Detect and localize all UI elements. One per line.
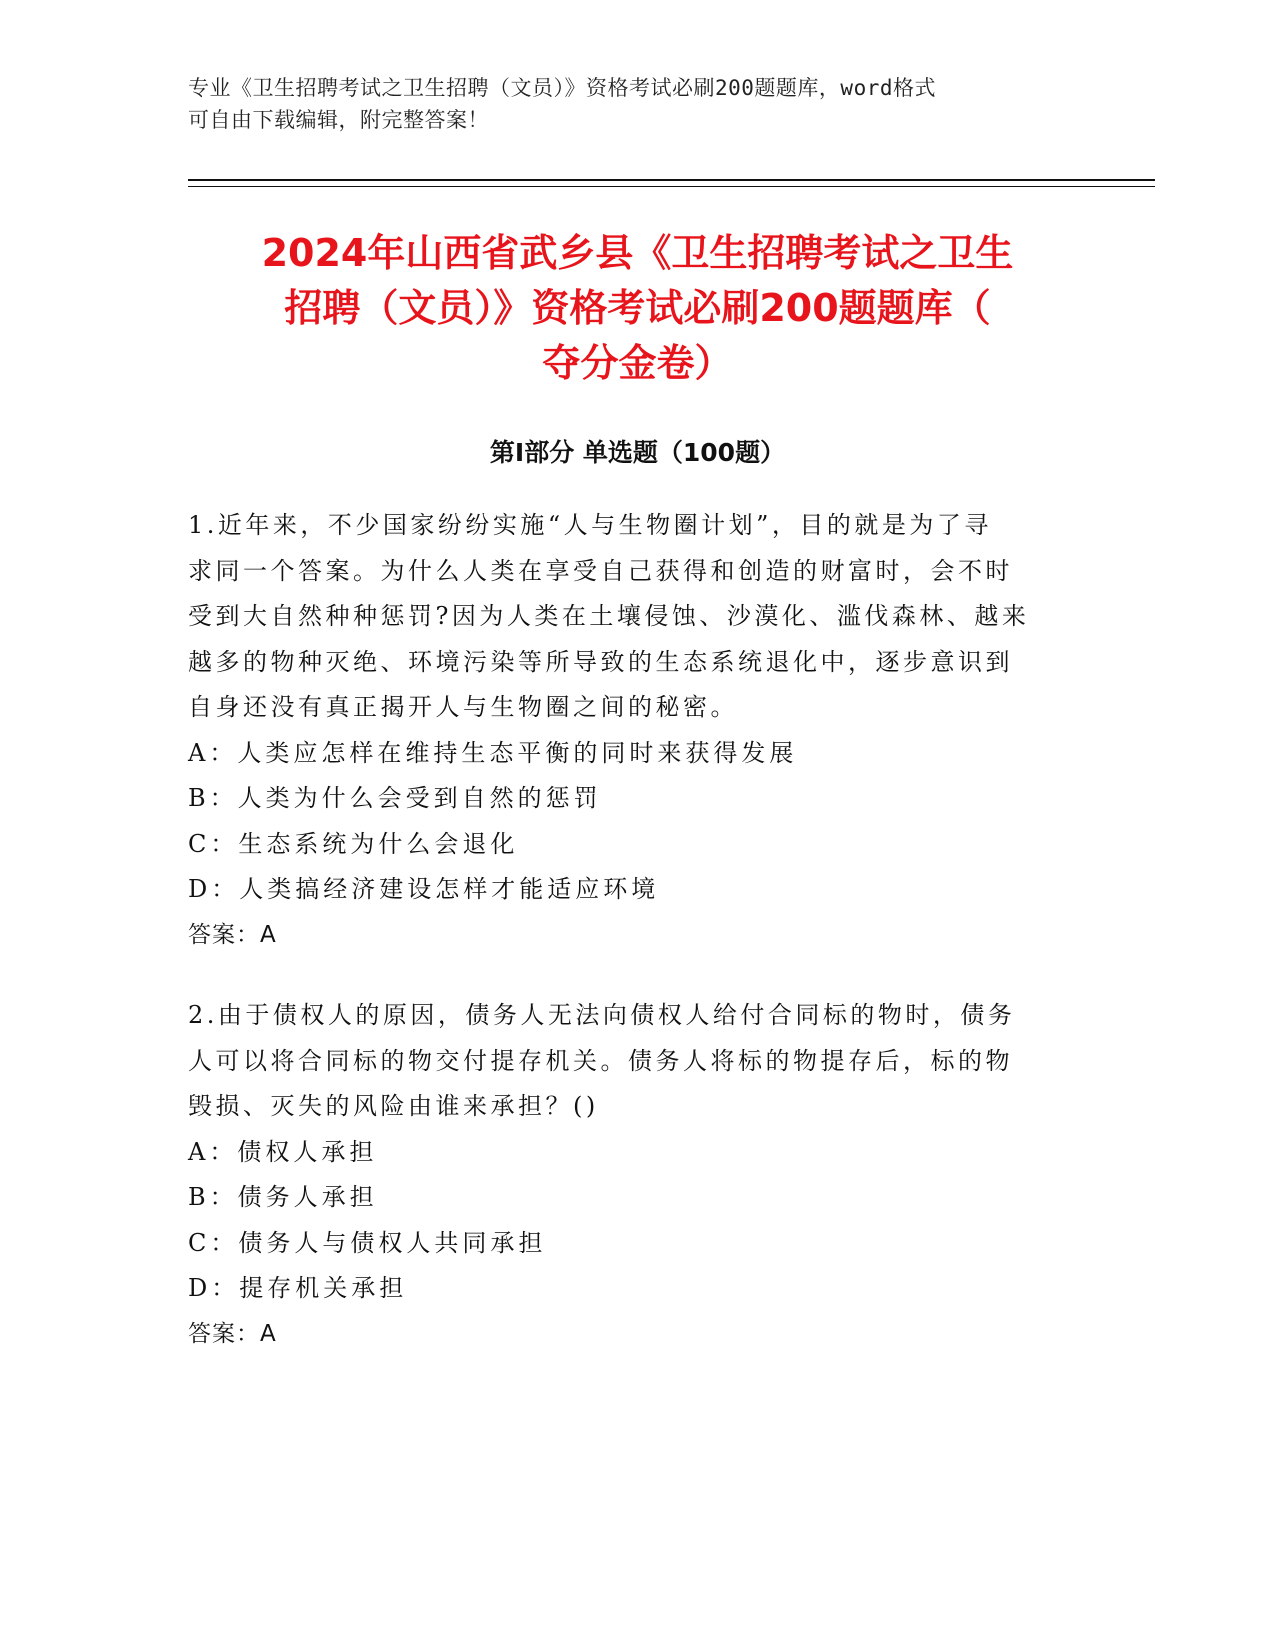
title-line: 夺分金卷） — [542, 341, 733, 385]
option-d: D：提存机关承担 — [188, 1274, 408, 1302]
document-title — [150, 226, 1125, 391]
question-text-line: 毁损、灭失的风险由谁来承担？() — [188, 1092, 599, 1120]
question-text-line: 自身还没有真正揭开人与生物圈之间的秘密。 — [188, 693, 738, 721]
header-note-line: 可自由下载编辑，附完整答案！ — [188, 108, 489, 132]
question-text-line: 受到大自然种种惩罚?因为人类在土壤侵蚀、沙漠化、滥伐森林、越来 — [188, 602, 1030, 630]
option-a: A：人类应怎样在维持生态平衡的同时来获得发展 — [188, 738, 798, 767]
answer-label: 答案：A — [188, 1320, 277, 1347]
question-text-line: 越多的物种灭绝、环境污染等所导致的生态系统退化中，逐步意识到 — [188, 647, 1013, 676]
header-divider-thick — [188, 179, 1155, 181]
title-line: 2024年山西省武乡县《卫生招聘考试之卫生 — [261, 231, 1014, 275]
header-note — [188, 72, 1068, 136]
question-text-line: 1.近年来，不少国家纷纷实施“人与生物圈计划”，目的就是为了寻 — [188, 511, 992, 539]
option-d: D：人类搞经济建设怎样才能适应环境 — [188, 875, 660, 903]
option-a: A：债权人承担 — [188, 1137, 378, 1166]
header-note-line: 专业《卫生招聘考试之卫生招聘（文员）》资格考试必刷200题题库，word格式 — [188, 76, 936, 100]
header-divider-thin — [188, 186, 1155, 187]
question-text-line: 求同一个答案。为什么人类在享受自己获得和创造的财富时，会不时 — [188, 556, 1013, 585]
question-1 — [188, 503, 1088, 958]
section-title: 第Ⅰ部分 单选题（100题） — [489, 438, 786, 467]
question-text-line: 人可以将合同标的物交付提存机关。债务人将标的物提存后，标的物 — [188, 1046, 1013, 1075]
question-2 — [188, 993, 1088, 1357]
answer-label: 答案：A — [188, 921, 277, 948]
option-b: B：人类为什么会受到自然的惩罚 — [188, 784, 602, 812]
option-b: B：债务人承担 — [188, 1183, 378, 1211]
question-text-line: 2.由于债权人的原因，债务人无法向债权人给付合同标的物时，债务 — [188, 1001, 1016, 1029]
option-c: C：债务人与债权人共同承担 — [188, 1228, 547, 1257]
option-c: C：生态系统为什么会退化 — [188, 829, 519, 858]
title-line: 招聘（文员）》资格考试必刷200题题库（ — [284, 286, 991, 330]
